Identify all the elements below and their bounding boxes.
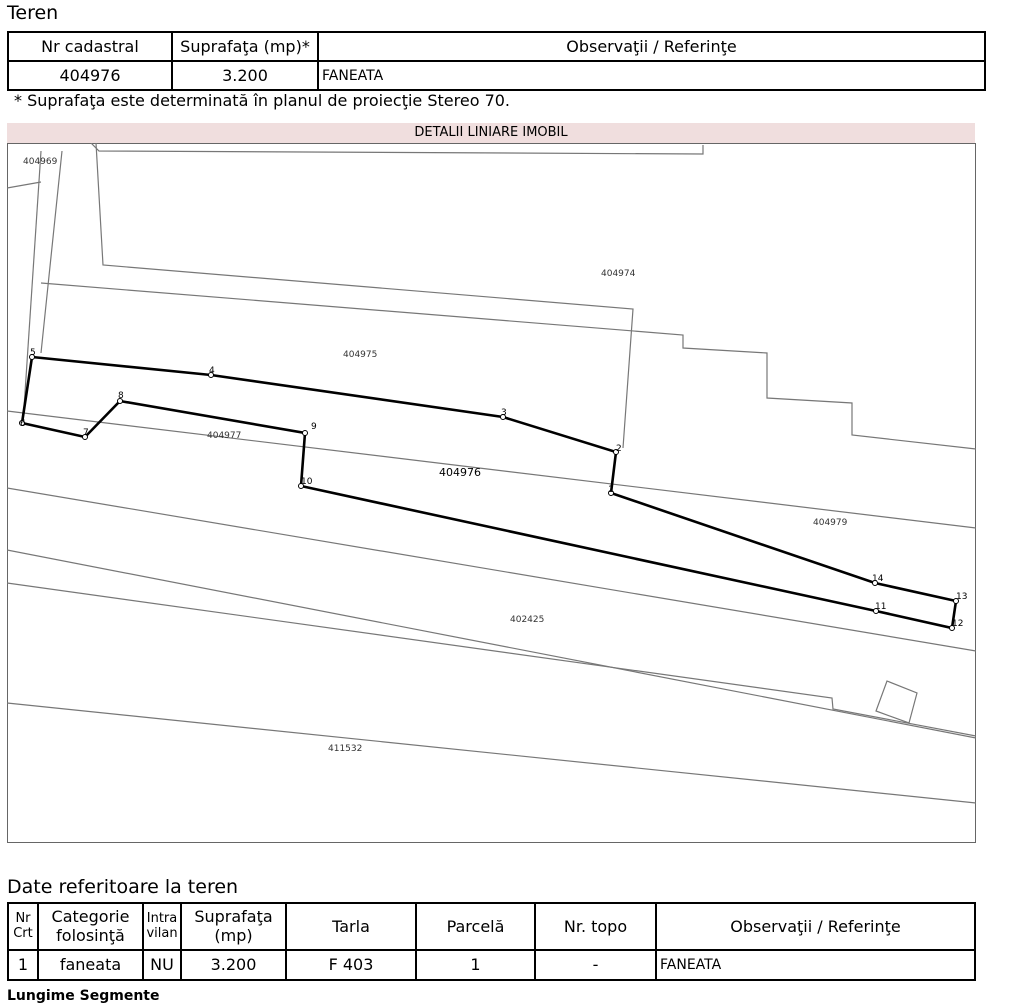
vertex-label: 9 — [311, 422, 317, 432]
cell-categorie: faneata — [38, 950, 143, 980]
table-row — [8, 61, 985, 90]
vertex-label: 12 — [952, 619, 964, 629]
vertex-label: 14 — [872, 574, 884, 584]
date-teren-table — [7, 902, 976, 981]
parcel-label: 402425 — [510, 615, 545, 625]
cell-suprafata: 3.200 — [181, 950, 286, 980]
vertex-label: 4 — [209, 366, 215, 376]
col-observatii: Observaţii / Referinţe — [318, 32, 985, 61]
vertex-label: 11 — [875, 602, 887, 612]
vertex-9 — [303, 431, 308, 436]
col-observatii: Observaţii / Referinţe — [656, 903, 975, 950]
vertex-label: 8 — [118, 391, 124, 401]
vertex-label: 10 — [301, 477, 313, 487]
col-parcela: Parcelă — [416, 903, 535, 950]
parcel-label-main: 404976 — [439, 466, 481, 479]
cell-observatii: FANEATA — [656, 950, 975, 980]
parcel-label: 404974 — [601, 269, 636, 279]
col-intra-vilan: Intra vilan — [143, 903, 181, 950]
map-heading: DETALII LINIARE IMOBIL — [7, 123, 975, 143]
col-nr-cadastral: Nr cadastral — [8, 32, 172, 61]
vertex-label: 2 — [616, 444, 622, 454]
vertex-label: 1 — [608, 485, 614, 495]
table-row — [8, 950, 975, 980]
cell-observatii: FANEATA — [318, 61, 985, 90]
parcel-label: 404975 — [343, 350, 378, 360]
section-title-teren: Teren — [7, 2, 59, 24]
parcel-label: 404977 — [207, 431, 242, 441]
parcel-label: 404979 — [813, 518, 848, 528]
section-title-date: Date referitoare la teren — [7, 876, 239, 898]
cadastral-plan — [7, 143, 976, 843]
parcel-label: 404969 — [23, 157, 58, 167]
cell-nr-cadastral: 404976 — [8, 61, 172, 90]
cell-parcela: 1 — [416, 950, 535, 980]
teren-table — [7, 31, 986, 91]
cell-intra-vilan: NU — [143, 950, 181, 980]
table-header-row — [8, 32, 985, 61]
projection-note: * Suprafaţa este determinată în planul de proiecţie Stereo 70. — [14, 91, 511, 110]
vertex-label: 13 — [956, 592, 968, 602]
parcel-label: 411532 — [328, 744, 363, 754]
cell-nr-crt: 1 — [8, 950, 38, 980]
col-nr-topo: Nr. topo — [535, 903, 656, 950]
cell-suprafata: 3.200 — [172, 61, 318, 90]
table-header-row — [8, 903, 975, 950]
col-tarla: Tarla — [286, 903, 416, 950]
cell-tarla: F 403 — [286, 950, 416, 980]
col-nr-crt: Nr Crt — [8, 903, 38, 950]
vertex-label: 3 — [501, 408, 507, 418]
col-suprafata: Suprafaţa (mp) — [181, 903, 286, 950]
vertex-label: 6 — [20, 419, 26, 429]
vertex-label: 7 — [83, 428, 89, 438]
col-categorie: Categorie folosinţă — [38, 903, 143, 950]
section-title-lungime: Lungime Segmente — [7, 988, 160, 1004]
cell-nr-topo: - — [535, 950, 656, 980]
col-suprafata: Suprafaţa (mp)* — [172, 32, 318, 61]
vertex-label: 5 — [30, 348, 36, 358]
